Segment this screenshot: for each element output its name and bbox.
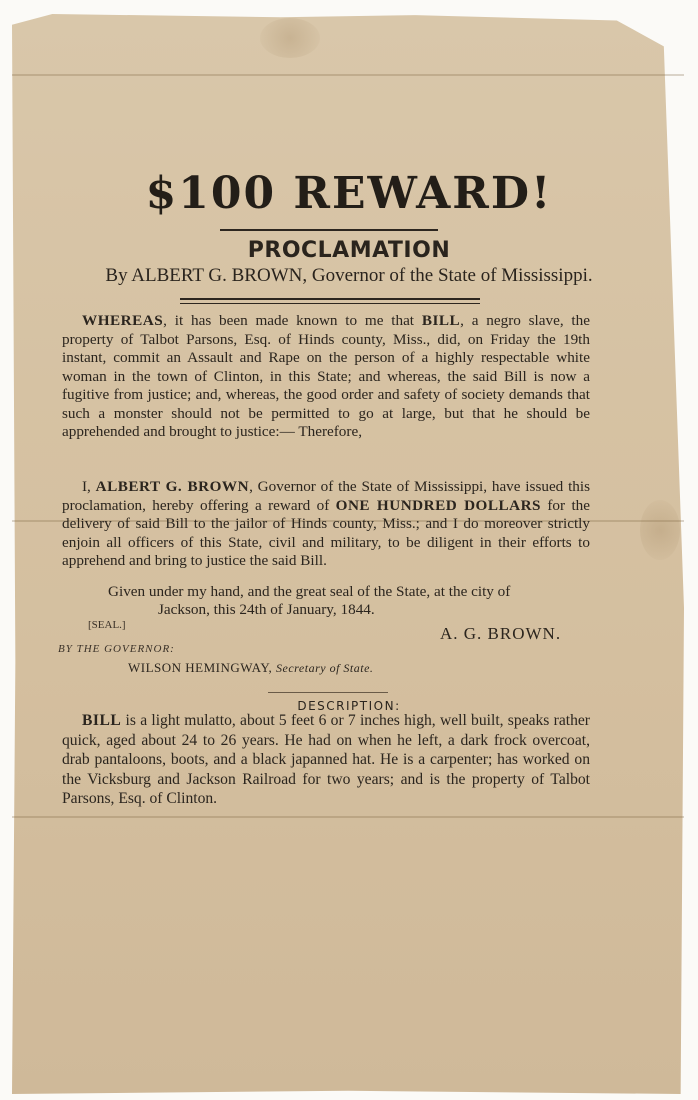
fold-line	[12, 816, 684, 818]
secretary-line	[128, 660, 373, 676]
description-name: BILL	[82, 712, 122, 729]
secretary-name: WILSON HEMINGWAY,	[128, 660, 273, 675]
given-line: Given under my hand, and the great seal of the State, at the city of	[108, 583, 511, 600]
signature: A. G. BROWN.	[440, 624, 562, 643]
description-heading: DESCRIPTION:	[297, 699, 401, 713]
whereas-paragraph	[62, 312, 590, 442]
divider	[268, 692, 388, 693]
fold-line	[12, 74, 684, 76]
paragraph-text: , Governor of the State of Mississippi, have issued this proclamation, hereby offering a reward of	[62, 478, 591, 514]
divider	[180, 298, 480, 300]
whereas-lead: WHEREAS	[82, 312, 164, 329]
paragraph-text: is a light mulatto, about 5 feet 6 or 7 inches high, well built, speaks rather quick, aged about 24 to 26 years. He had on when he left, a dark frock overcoat, drab pantaloons, boots, and a black japanned hat. He is a carpenter; has worked on the Vicksburg and Jackson Railroad for two years; and is the property of Talbot Parsons, Esq. of Clinton.	[62, 712, 590, 807]
byline: By ALBERT G. BROWN, Governor of the State of Mississippi.	[105, 265, 593, 286]
paper-stain	[640, 500, 680, 560]
divider	[180, 303, 480, 304]
paragraph-text: for the delivery of said Bill to the jailor of Hinds county, Miss.; and I do moreover strictly enjoin all officers of this State, civil and military, to be diligent in their efforts to apprehend and bring to justice the said Bill.	[62, 496, 590, 569]
reward-amount: ONE HUNDRED DOLLARS	[335, 496, 541, 514]
reward-title: $100 REWARD!	[145, 168, 553, 219]
proclamation-heading: PROCLAMATION	[247, 238, 451, 263]
secretary-title: Secretary of State.	[276, 661, 374, 675]
paragraph-text: , it has been made known to me that	[163, 312, 422, 329]
governor-name: ALBERT G. BROWN	[95, 478, 250, 495]
proclamation-paragraph	[62, 478, 590, 571]
paper-stain	[260, 18, 320, 58]
date-line: Jackson, this 24th of January, 1844.	[158, 601, 375, 618]
paragraph-text: I,	[82, 478, 96, 495]
description-paragraph	[62, 711, 590, 809]
seal-mark: [SEAL.]	[88, 619, 126, 631]
by-the-governor: BY THE GOVERNOR:	[58, 643, 175, 655]
fugitive-name: BILL	[421, 312, 461, 329]
paragraph-text: , a negro slave, the property of Talbot Parsons, Esq. of Hinds county, Miss., did, on Friday the 19th instant, commit an Assault and Rape on the person of a highly respectable white woman in the town of Clinton, in this State; and whereas, the said Bill is now a fugitive from justice; and, whereas, the good order and safety of society demands that such a monster should not be permitted to go at large, but that he should be apprehended and brought to justice:— Therefore,	[62, 312, 590, 440]
divider	[220, 229, 438, 231]
